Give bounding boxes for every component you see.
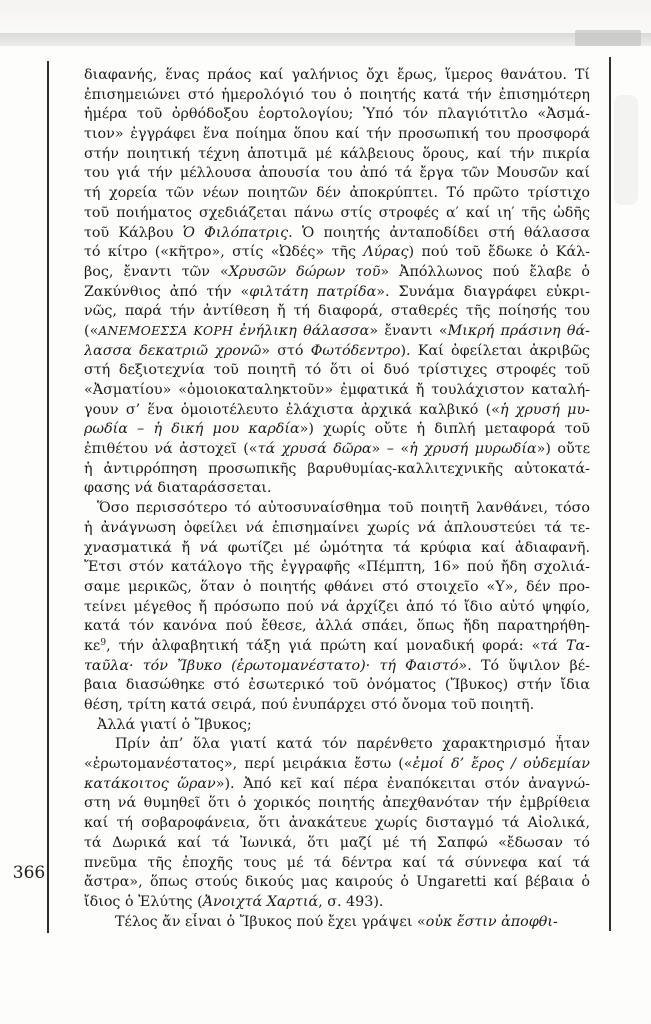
text-line xyxy=(84,617,590,637)
text-segment: ») οὔτε xyxy=(536,441,590,458)
text-segment: (« xyxy=(84,322,99,339)
text-segment: ἡμέρα τοῦ ὀρθόδοξου ἑορτολογίου; Ὑπό τόν πλαγιότιτλο «Ἀσμά- xyxy=(84,106,590,123)
text-line xyxy=(84,184,590,204)
text-line xyxy=(84,558,590,578)
text-segment: «ἐρωτομανέστατος», περί μειράκια ἔστω (« xyxy=(84,756,413,773)
text-line xyxy=(84,775,590,795)
text-segment: κε xyxy=(84,637,101,654)
page-edge-rule-right xyxy=(609,57,611,931)
text-line xyxy=(84,243,590,263)
text-segment: Μικρή πράσινη θά- xyxy=(447,322,590,339)
text-line xyxy=(84,499,590,519)
text-segment: Ζακύνθιος ἀπό τήν « xyxy=(84,283,250,300)
text-segment: ἐμοί δ’ ἔρος / οὐδεμίαν xyxy=(412,756,590,773)
scan-artifact-corner xyxy=(575,30,641,46)
text-line xyxy=(84,125,590,145)
text-segment: χνασματικά ἤ νά φωτίζει μέ ὠμότητα τά κρύφια καί ἀδιαφανῆ. xyxy=(84,539,590,556)
text-segment: ») χωρίς οὔτε ἡ διπλή μεταφορά τοῦ xyxy=(299,421,590,438)
text-line xyxy=(84,342,590,362)
text-line xyxy=(84,834,590,854)
text-segment: ἡ ἀνάγνωση ὀφείλει νά ἐπισημαίνει χωρίς νά ἁπλουστεύει τά τε- xyxy=(84,519,590,536)
text-segment: , σ. 493). xyxy=(318,893,384,910)
text-line xyxy=(84,283,590,303)
text-segment: ). Καί ὀφείλεται ἀκριβῶς xyxy=(400,342,590,359)
text-segment: καί τή σοβαροφάνεια, ὅτι ἀνακάτευε χωρίς δισταγμό τά Αἰολικά, xyxy=(84,815,590,832)
text-segment: » στό xyxy=(261,342,311,359)
text-segment: Λύρας xyxy=(363,244,409,261)
text-segment: στη νά θυμηθεῖ ὅτι ὁ χορικός ποιητής ἀπεχθανόταν τήν ἐμβρίθεια xyxy=(84,795,590,812)
text-segment: » Ἀπόλλωνος πού ἔλαβε ὁ xyxy=(380,263,590,280)
text-line xyxy=(84,716,590,736)
text-segment: τή χορεία τῶν νέων ποιητῶν δέν ἀποκρύπτει. Τό πρῶτο τρίστιχο xyxy=(84,185,590,202)
text-line xyxy=(84,814,590,834)
text-segment: τό κίτρο («κῆτρο», στίς «Ὠδές» τῆς xyxy=(84,244,364,261)
text-line xyxy=(84,539,590,559)
text-segment: νῶς, παρά τήν ἀντίθεση ἤ τή διαφορά, σταθερές τῆς ποίησής του xyxy=(84,303,590,320)
text-segment: τά Τα- xyxy=(540,637,590,654)
text-line xyxy=(84,86,590,106)
text-segment: τείνει μέγεθος ἤ πρόσωπο πού νά ἀρχίζει ἀπό τό ἴδιο αὐτό ψηφίο, xyxy=(84,598,590,615)
text-line xyxy=(84,66,590,86)
text-segment: Ἀνοιχτά Χαρτιά xyxy=(202,893,319,910)
text-line xyxy=(84,460,590,480)
text-segment: τοῦ ποιήματος σχεδιάζεται πάνω στίς στροφές α′ καί ιη′ τῆς ὠδῆς xyxy=(84,204,590,221)
page-edge-rule-left xyxy=(47,61,49,933)
text-line xyxy=(84,598,590,618)
text-segment: βαια διασώθηκε στό ἐσωτερικό τοῦ ὀνόματος (Ἴβυκος) στήν ἴδια xyxy=(84,677,590,694)
text-segment: στή δεξιοτεχνία τοῦ ποιητῆ τό ὅτι οἱ δυό τρίστιχες στροφές τοῦ xyxy=(84,362,590,379)
text-segment: «Ἀσματίου» «ὁμοιοκαταληκτοῦν» ἐμφατικά ἤ τουλάχιστον καταλή- xyxy=(84,382,590,398)
text-line xyxy=(84,204,590,224)
text-segment: Πρίν ἀπ’ ὅλα γιατί κατά τόν παρένθετο χαρακτηρισμό ἦταν xyxy=(115,736,590,753)
text-segment: ἐπισημειώνει στό ἡμερολόγιό του ὁ ποιητής κατά τήν ἐπισημότερη xyxy=(84,86,590,103)
text-line xyxy=(84,913,590,933)
text-segment: φιλτάτη πατρίδα xyxy=(249,283,377,300)
text-segment: οὐκ ἔστιν ἀποφθι- xyxy=(425,913,558,930)
text-segment: ἡ χρυσή μυρωδία xyxy=(409,441,537,458)
text-line xyxy=(84,657,590,677)
text-segment: 9 xyxy=(100,637,107,648)
text-line xyxy=(84,322,590,342)
text-line xyxy=(84,519,590,539)
text-segment: ἐνήλικη θάλασσα xyxy=(239,322,370,339)
text-segment: τιον» ἐγγράφει ἕνα ποίημα ὅπου καί τήν προσωπική του προσφορά xyxy=(84,126,590,143)
text-segment: . Τό ὕψιλον βέ- xyxy=(467,657,590,674)
text-line xyxy=(84,676,590,696)
text-segment: κατάκοιτος ὥραν xyxy=(84,775,216,792)
text-line xyxy=(84,105,590,125)
text-segment: ἡ χρυσή μυ- xyxy=(499,401,590,418)
text-line xyxy=(84,440,590,460)
text-segment: διαφανής, ἕνας πράος καί γαλήνιος ὄχι ἔρως, ἵμερος θανάτου. Τί xyxy=(84,67,590,83)
text-segment: » – « xyxy=(371,441,410,458)
text-segment: ἄστρα», ὅπως στούς δικούς μας καιρούς ὁ Ungaretti καί βέβαια ὁ xyxy=(84,874,590,891)
text-segment: λασσα δεκατριῶ χρονῶ xyxy=(84,342,262,359)
text-segment: »). Ἀπό κεῖ καί πέρα ἐναπόκειται στόν ἀναγνώ- xyxy=(215,775,590,792)
text-line xyxy=(84,302,590,322)
text-segment: ἴδιος ὁ Ἐλύτης ( xyxy=(84,893,203,910)
scan-artifact-smudge xyxy=(614,95,638,205)
page-number: 366 xyxy=(12,863,46,883)
text-segment: θέση, τρίτη κατά σειρά, πού ἐνυπάρχει στό ὄνομα τοῦ ποιητῆ. xyxy=(84,697,535,713)
text-segment: ἡ ἀντιρρόπηση προσωπικῆς βαρυθυμίας-καλλιτεχνικῆς αὐτοκατά- xyxy=(84,460,590,477)
text-line xyxy=(84,224,590,244)
text-line xyxy=(84,794,590,814)
text-segment: κατά τόν κανόνα πού ἔθεσε, ἀλλά σπάει, ὅπως ἤδη παρατηρήθη- xyxy=(84,618,590,635)
text-segment: πνεῦμα τῆς ἐποχῆς τους μέ τά δέντρα καί τά σύννεφα καί τά xyxy=(84,854,590,871)
text-segment: ταῦλα· τόν Ἴβυκο (ἐρωτομανέστατο)· τή Φαιστό» xyxy=(84,657,468,674)
text-segment: Ὁ Φιλόπατρις xyxy=(182,224,289,241)
text-segment: του γιά τήν μέλλουσα ἀπουσία του ἀπό τά ἔργα τῶν Μουσῶν καί xyxy=(84,165,590,182)
text-segment: ρωδία – ἡ δική μου καρδία xyxy=(84,421,300,438)
text-line xyxy=(84,401,590,421)
text-segment: Φωτόδεντρο xyxy=(310,342,401,359)
text-segment: φασης νά διαταράσσεται. xyxy=(84,480,272,497)
text-segment: Τέλος ἄν εἶναι ὁ Ἴβυκος πού ἔχει γράψει « xyxy=(115,913,426,930)
scan-artifact-band xyxy=(0,33,651,46)
text-line xyxy=(84,637,590,657)
text-segment: ) πού τοῦ ἔδωκε ὁ Κάλ- xyxy=(408,244,590,261)
text-line xyxy=(84,873,590,893)
text-segment: τοῦ Κάλβου xyxy=(84,224,183,241)
text-segment: . Ὁ ποιητής ἀνταποδίδει στή θάλασσα xyxy=(288,224,590,241)
text-line xyxy=(84,854,590,874)
text-line xyxy=(84,696,590,716)
text-segment: σαμε μερικῶς, ὅταν ὁ ποιητής φθάνει στό στοιχεῖο «Υ», δέν προ- xyxy=(84,578,590,595)
text-segment: Ὅσο περισσότερο τό αὐτοσυναίσθημα τοῦ ποιητῆ λανθάνει, τόσο xyxy=(97,500,590,517)
text-segment: » ἔναντι « xyxy=(369,322,448,339)
text-segment: τά Δωρικά καί τά Ἰωνικά, ὅτι μαζί μέ τή Σαπφώ «ἔδωσαν τό xyxy=(84,834,590,851)
text-segment: στήν ποιητική τέχνη ἀποτιμᾶ μέ κάλβειους ὅρους, καί τήν πικρία xyxy=(84,145,590,162)
text-segment: ». Συνάμα διαγράφει εὐκρι- xyxy=(376,283,590,300)
text-segment: τά χρυσά δῶρα xyxy=(257,441,372,458)
text-segment: ΑΝΕΜΟΕΣΣΑ ΚΟΡΗ xyxy=(98,323,233,338)
text-line xyxy=(84,145,590,165)
text-segment: ἐπιθέτου νά ἀστοχεῖ (« xyxy=(84,441,258,458)
text-line xyxy=(84,735,590,755)
text-line xyxy=(84,578,590,598)
text-segment: Ἀλλά γιατί ὁ Ἴβυκος; xyxy=(97,716,252,733)
text-segment: , τήν ἀλφαβητική τάξη γιά πρώτη καί μοναδική φορά: « xyxy=(106,637,541,654)
text-segment: Ἔτσι στόν κατάλογο τῆς ἐγγραφῆς «Πέμπτη, 16» πού ἤδη σχολιά- xyxy=(84,559,590,576)
text-segment: Χρυσῶν δώρων τοῦ xyxy=(228,263,381,280)
text-line xyxy=(84,361,590,381)
text-block xyxy=(84,66,590,932)
text-line xyxy=(84,263,590,283)
text-line xyxy=(84,893,590,913)
text-line xyxy=(84,420,590,440)
text-segment: βος, ἔναντι τῶν « xyxy=(84,263,229,280)
text-line xyxy=(84,479,590,499)
text-line xyxy=(84,755,590,775)
text-line xyxy=(84,164,590,184)
text-segment: γουν σ’ ἕνα ὁμοιοτέλευτο ἐλάχιστα ἀρχικά καλβικό (« xyxy=(84,401,500,418)
text-line xyxy=(84,381,590,401)
